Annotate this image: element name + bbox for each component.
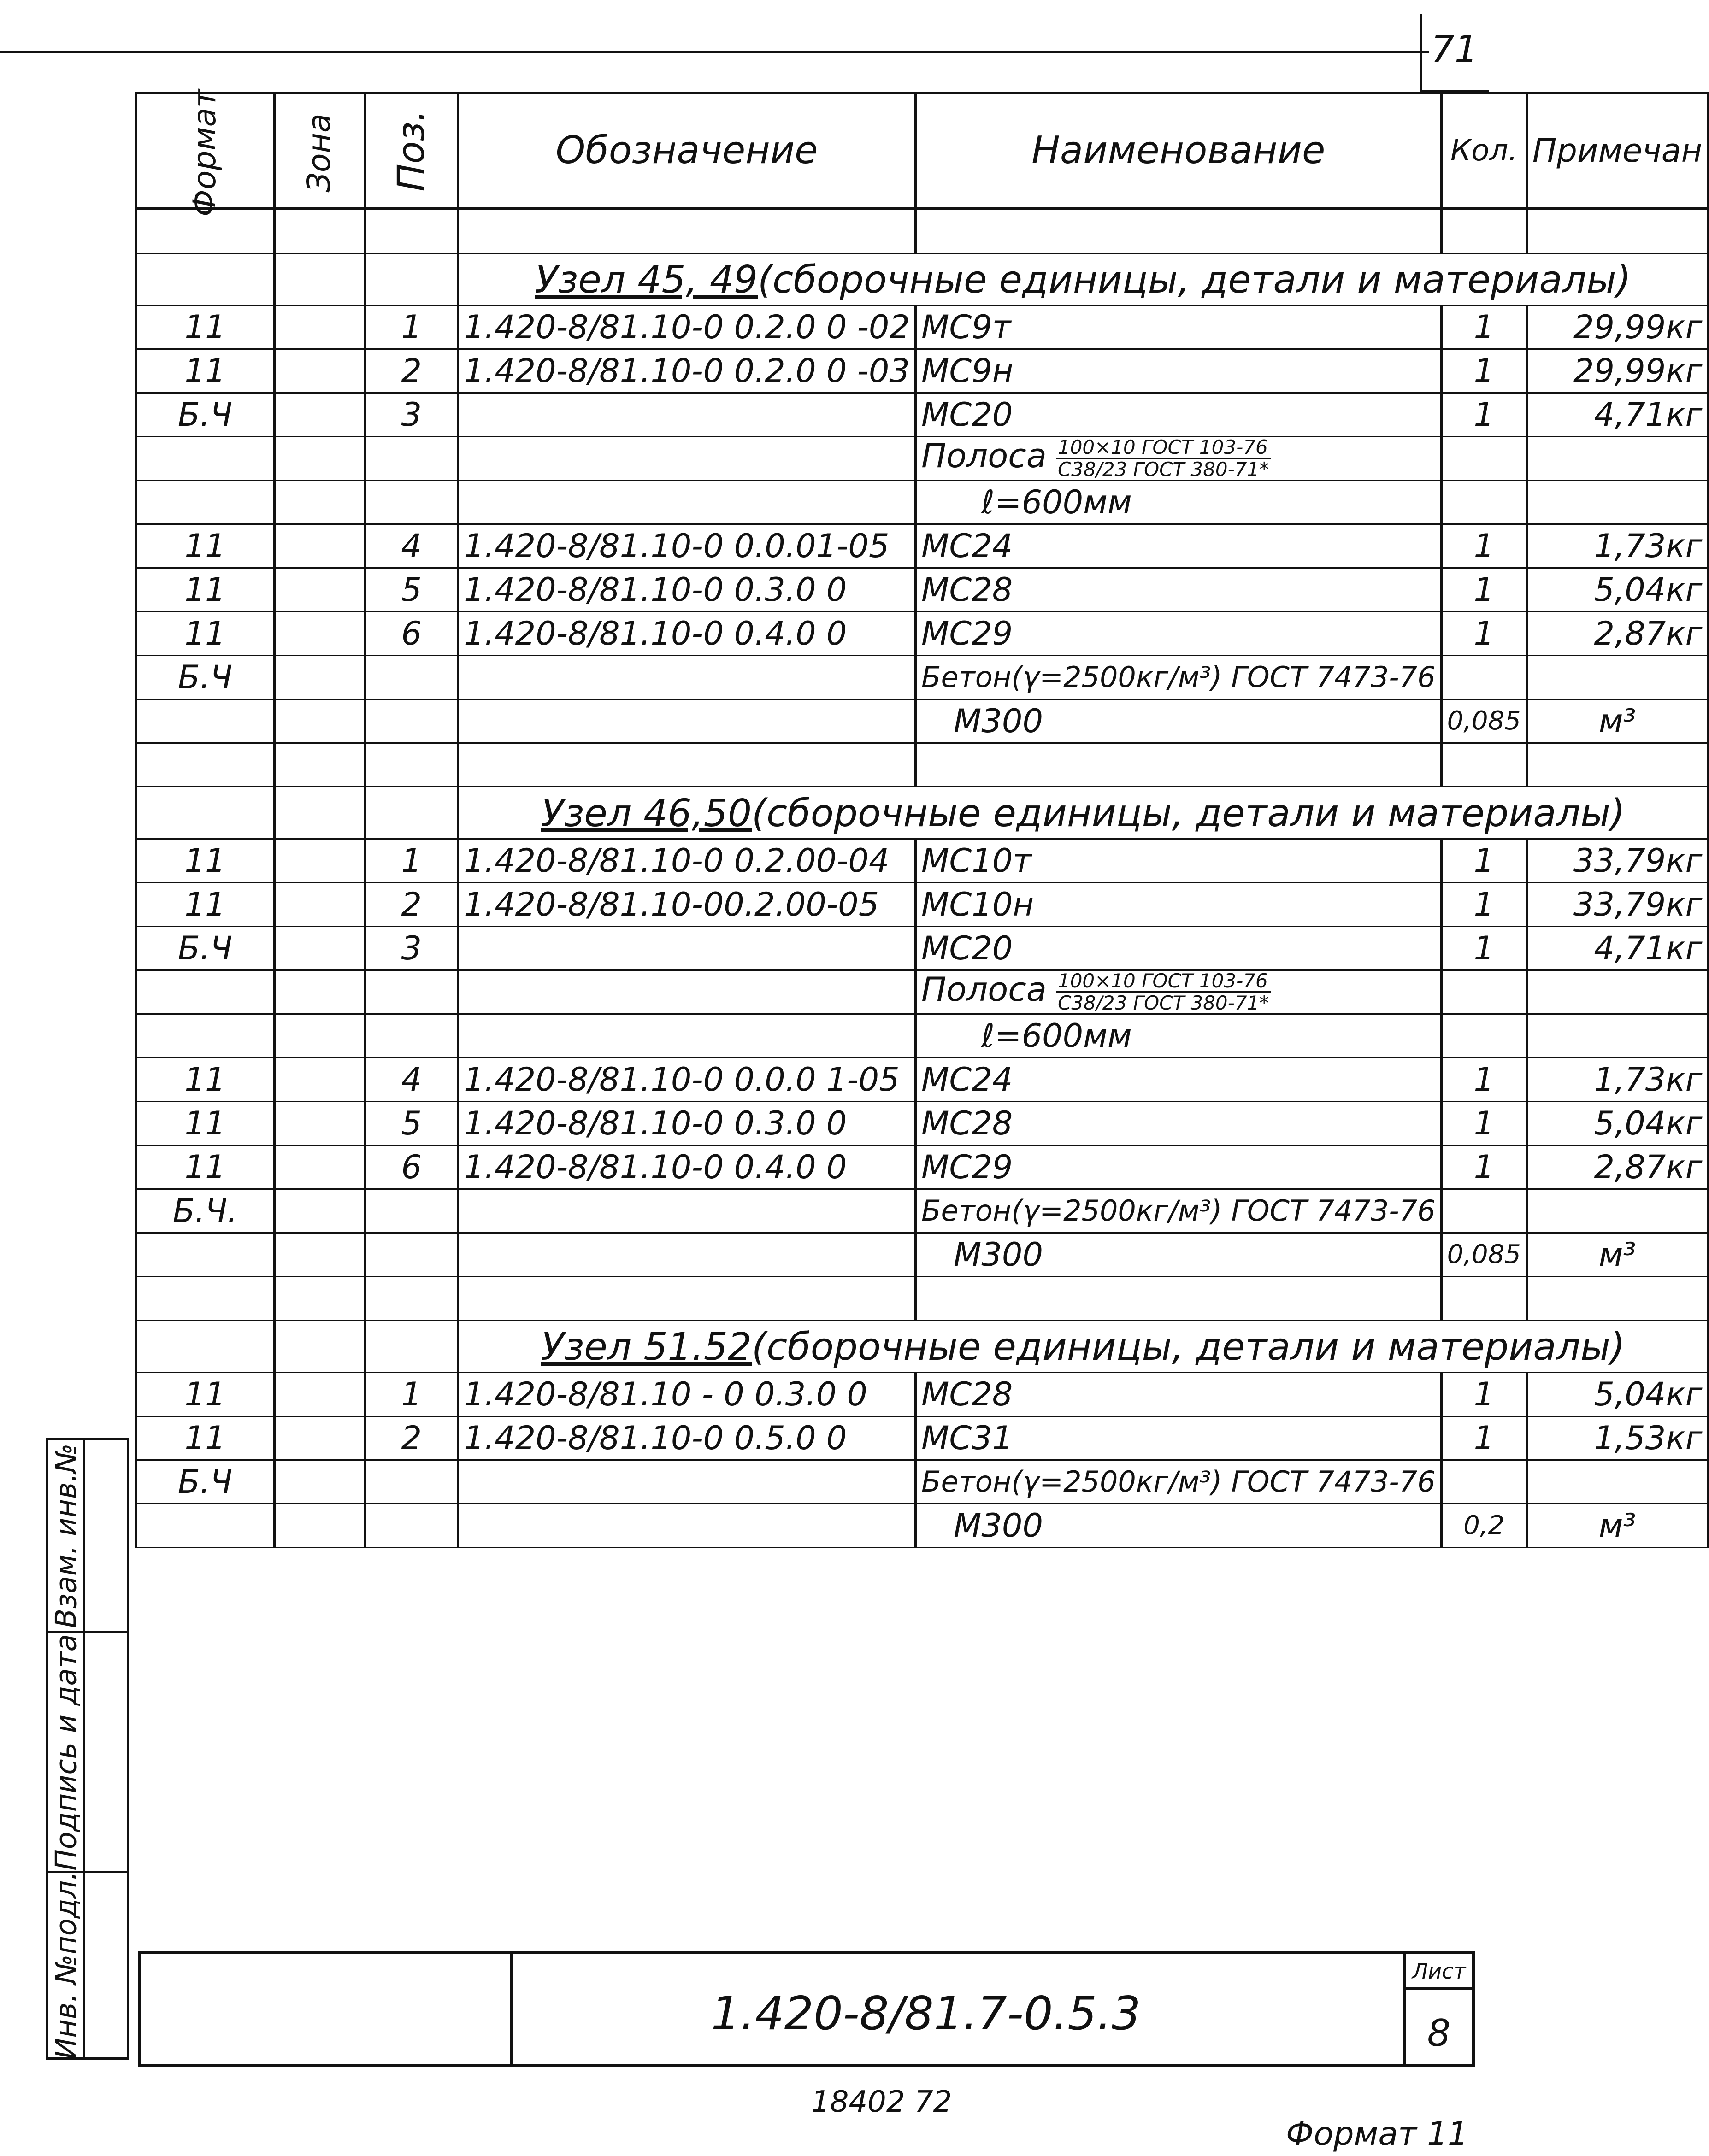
cell-qty: 1: [1441, 1102, 1526, 1146]
header-designation: Обозначение: [458, 93, 916, 209]
table-row: [136, 1058, 1708, 1102]
page-number: 71: [1431, 28, 1478, 70]
length-row: [136, 481, 1708, 524]
section-subtitle: (сборочные единицы, детали и материалы): [752, 792, 1625, 836]
cell-note: 2,87кг: [1526, 1146, 1708, 1189]
cell-name: МС10н: [916, 883, 1442, 927]
cell-name: МС24: [916, 524, 1442, 568]
table-row: [136, 305, 1708, 349]
cell-zone: [274, 1416, 365, 1460]
cell-format: Б.Ч: [136, 656, 275, 699]
cell-pos: 5: [365, 568, 458, 612]
concrete-name: Бетон(γ=2500кг/м³) ГОСТ 7473-76: [916, 1460, 1442, 1504]
material-label: Полоса: [921, 970, 1047, 1009]
cell-qty: 1: [1441, 305, 1526, 349]
cell-pos: 1: [365, 839, 458, 883]
cell-format: Б.Ч: [136, 1460, 275, 1504]
grade-row: [136, 1233, 1708, 1277]
concrete-grade: М300: [916, 699, 1442, 743]
order-number: 18402 72: [811, 2085, 952, 2119]
table-row: [136, 1416, 1708, 1460]
cell-pos: 2: [365, 883, 458, 927]
sheet-label: Лист: [1406, 1959, 1472, 1990]
cell-qty: 1: [1441, 927, 1526, 970]
grade-unit: м³: [1526, 699, 1708, 743]
cell-designation: 1.420-8/81.10-0 0.2.0 0 -03: [458, 349, 916, 393]
cell-pos: 2: [365, 349, 458, 393]
material-spec-bottom: С38/23 ГОСТ 380-71*: [1057, 458, 1269, 481]
cell-name: МС20: [916, 927, 1442, 970]
header-qty: Кол.: [1441, 93, 1526, 209]
table-row: [136, 1102, 1708, 1146]
cell-designation: 1.420-8/81.10-0 0.4.0 0: [458, 612, 916, 656]
concrete-row: [136, 656, 1708, 699]
cell-name: МС24: [916, 1058, 1442, 1102]
cell-designation: 1.420-8/81.10 - 0 0.3.0 0: [458, 1373, 916, 1416]
page-number-box: [1420, 14, 1489, 92]
grade-unit: м³: [1526, 1233, 1708, 1277]
section-title-row: [136, 1321, 1708, 1373]
table-row: [136, 1373, 1708, 1416]
cell-qty: 1: [1441, 612, 1526, 656]
cell-qty: 1: [1441, 1416, 1526, 1460]
cell-format: 11: [136, 305, 275, 349]
cell-note: 2,87кг: [1526, 612, 1708, 656]
cell-format: 11: [136, 883, 275, 927]
cell-name: МС29: [916, 612, 1442, 656]
cell-name: МС29: [916, 1146, 1442, 1189]
material-spec-bottom: С38/23 ГОСТ 380-71*: [1057, 992, 1269, 1015]
table-row: [136, 883, 1708, 927]
cell-format: 11: [136, 839, 275, 883]
section-title: Узел 45, 49: [535, 258, 758, 302]
cell-designation: 1.420-8/81.10-0 0.2.00-04: [458, 839, 916, 883]
cell-designation: [458, 393, 916, 437]
cell-note: 5,04кг: [1526, 1373, 1708, 1416]
grade-qty: 0,085: [1441, 699, 1526, 743]
table-row: [136, 839, 1708, 883]
cell-qty: 1: [1441, 568, 1526, 612]
material-row: [136, 437, 1708, 481]
cell-note: 4,71кг: [1526, 927, 1708, 970]
length-row: [136, 1014, 1708, 1058]
cell-format: 11: [136, 1416, 275, 1460]
cell-qty: 1: [1441, 1146, 1526, 1189]
section-subtitle: (сборочные единицы, детали и материалы): [752, 1325, 1625, 1369]
cell-zone: [274, 839, 365, 883]
cell-pos: 1: [365, 305, 458, 349]
cell-pos: 3: [365, 927, 458, 970]
cell-name: МС9н: [916, 349, 1442, 393]
side-stamp: [46, 1438, 129, 2060]
cell-zone: [274, 1102, 365, 1146]
concrete-grade: М300: [916, 1233, 1442, 1277]
concrete-name: Бетон(γ=2500кг/м³) ГОСТ 7473-76: [916, 1189, 1442, 1233]
cell-note: 29,99кг: [1526, 305, 1708, 349]
header-format: Формат: [186, 89, 223, 217]
cell-pos: 4: [365, 1058, 458, 1102]
cell-pos: 1: [365, 1373, 458, 1416]
cell-name: МС28: [916, 568, 1442, 612]
cell-designation: 1.420-8/81.10-0 0.5.0 0: [458, 1416, 916, 1460]
cell-name: МС31: [916, 1416, 1442, 1460]
cell-format: 11: [136, 1146, 275, 1189]
cell-zone: [274, 612, 365, 656]
section-title: Узел 51.52: [541, 1325, 752, 1369]
section-heading: [459, 792, 1707, 836]
grade-unit: м³: [1526, 1504, 1708, 1548]
material-spec-top: 100×10 ГОСТ 103-76: [1056, 437, 1271, 459]
cell-name: МС28: [916, 1102, 1442, 1146]
cell-pos: 5: [365, 1102, 458, 1146]
grade-qty: 0,085: [1441, 1233, 1526, 1277]
cell-zone: [274, 1058, 365, 1102]
cell-zone: [274, 1146, 365, 1189]
cell-format: 11: [136, 1373, 275, 1416]
grade-row: [136, 1504, 1708, 1548]
cell-designation: 1.420-8/81.10-0 0.3.0 0: [458, 568, 916, 612]
cell-designation: 1.420-8/81.10-0 0.3.0 0: [458, 1102, 916, 1146]
cell-format: 11: [136, 349, 275, 393]
cell-note: 5,04кг: [1526, 568, 1708, 612]
cell-qty: 1: [1441, 1373, 1526, 1416]
material-length: ℓ=600мм: [916, 1014, 1442, 1058]
material-label: Полоса: [921, 436, 1047, 476]
cell-format: Б.Ч: [136, 927, 275, 970]
cell-zone: [274, 927, 365, 970]
cell-format: 11: [136, 612, 275, 656]
table-row: [136, 1146, 1708, 1189]
cell-designation: [458, 927, 916, 970]
concrete-name: Бетон(γ=2500кг/м³) ГОСТ 7473-76: [916, 656, 1442, 699]
section-heading: [459, 258, 1707, 302]
side-stamp-inv: [48, 1871, 127, 2060]
blank-row: [136, 743, 1708, 787]
cell-name: МС9т: [916, 305, 1442, 349]
table-row: [136, 612, 1708, 656]
concrete-grade: М300: [916, 1504, 1442, 1548]
cell-zone: [274, 349, 365, 393]
table-header-row: [136, 93, 1708, 209]
side-vzam-label: Взам. инв.№: [49, 1443, 83, 1628]
cell-pos: 6: [365, 1146, 458, 1189]
side-sign-label: Подпись и дата: [49, 1633, 83, 1871]
material-row: [136, 970, 1708, 1014]
side-stamp-sign: [48, 1633, 127, 1873]
specification-table: [135, 89, 1709, 1548]
title-block: [138, 1951, 1475, 2067]
cell-name: МС10т: [916, 839, 1442, 883]
table-row: [136, 393, 1708, 437]
blank-row: [136, 209, 1708, 253]
cell-note: 1,73кг: [1526, 1058, 1708, 1102]
format-label: Формат 11: [1286, 2115, 1468, 2153]
cell-zone: [274, 524, 365, 568]
material-spec-top: 100×10 ГОСТ 103-76: [1056, 971, 1271, 993]
cell-pos: 6: [365, 612, 458, 656]
cell-pos: 3: [365, 393, 458, 437]
document-designation: 1.420-8/81.7-0.5.3: [711, 1986, 1141, 2040]
cell-zone: [274, 305, 365, 349]
header-name: Наименование: [916, 93, 1442, 209]
cell-format: Б.Ч.: [136, 1189, 275, 1233]
grade-qty: 0,2: [1441, 1504, 1526, 1548]
side-inv-label: Инв. №подл.: [49, 1871, 83, 2060]
table-row: [136, 568, 1708, 612]
section-title-cell: [458, 1321, 1708, 1373]
section-title-cell: [458, 253, 1708, 305]
designation-box: [510, 1954, 1408, 2064]
section-title-cell: [458, 787, 1708, 839]
cell-format: Б.Ч: [136, 393, 275, 437]
table-row: [136, 349, 1708, 393]
blank-row: [136, 1277, 1708, 1321]
top-frame-line: [0, 51, 1429, 53]
cell-qty: 1: [1441, 524, 1526, 568]
cell-zone: [274, 568, 365, 612]
cell-designation: 1.420-8/81.10-0 0.4.0 0: [458, 1146, 916, 1189]
cell-note: 33,79кг: [1526, 883, 1708, 927]
cell-note: 4,71кг: [1526, 393, 1708, 437]
cell-pos: 2: [365, 1416, 458, 1460]
material-cell: [916, 970, 1442, 1014]
cell-zone: [274, 393, 365, 437]
cell-format: 11: [136, 1058, 275, 1102]
section-title-row: [136, 787, 1708, 839]
cell-qty: 1: [1441, 349, 1526, 393]
section-title: Узел 46,50: [541, 792, 752, 836]
sheet-number: 8: [1427, 2012, 1451, 2055]
material-spec: [1056, 971, 1271, 1013]
cell-note: 1,53кг: [1526, 1416, 1708, 1460]
section-heading: [459, 1325, 1707, 1369]
material-cell: [916, 437, 1442, 481]
grade-row: [136, 699, 1708, 743]
cell-designation: 1.420-8/81.10-0 0.2.0 0 -02: [458, 305, 916, 349]
material-length: ℓ=600мм: [916, 481, 1442, 524]
cell-designation: 1.420-8/81.10-0 0.0.01-05: [458, 524, 916, 568]
cell-note: 33,79кг: [1526, 839, 1708, 883]
cell-zone: [274, 883, 365, 927]
concrete-row: [136, 1460, 1708, 1504]
cell-designation: 1.420-8/81.10-0 0.0.0 1-05: [458, 1058, 916, 1102]
section-subtitle: (сборочные единицы, детали и материалы): [758, 258, 1631, 302]
cell-note: 1,73кг: [1526, 524, 1708, 568]
cell-format: 11: [136, 568, 275, 612]
table-row: [136, 927, 1708, 970]
header-note: Примечан: [1526, 93, 1708, 209]
cell-qty: 1: [1441, 883, 1526, 927]
cell-designation: 1.420-8/81.10-00.2.00-05: [458, 883, 916, 927]
table-row: [136, 524, 1708, 568]
cell-zone: [274, 1373, 365, 1416]
cell-name: МС20: [916, 393, 1442, 437]
cell-qty: 1: [1441, 393, 1526, 437]
cell-format: 11: [136, 524, 275, 568]
side-stamp-vzam: [48, 1440, 127, 1633]
material-spec: [1056, 437, 1271, 480]
cell-qty: 1: [1441, 839, 1526, 883]
header-zone: Зона: [301, 113, 338, 193]
cell-format: 11: [136, 1102, 275, 1146]
concrete-row: [136, 1189, 1708, 1233]
cell-qty: 1: [1441, 1058, 1526, 1102]
sheet-box: [1403, 1954, 1472, 2064]
header-pos: Поз.: [389, 109, 433, 192]
cell-note: 5,04кг: [1526, 1102, 1708, 1146]
cell-note: 29,99кг: [1526, 349, 1708, 393]
cell-name: МС28: [916, 1373, 1442, 1416]
cell-pos: 4: [365, 524, 458, 568]
section-title-row: [136, 253, 1708, 305]
